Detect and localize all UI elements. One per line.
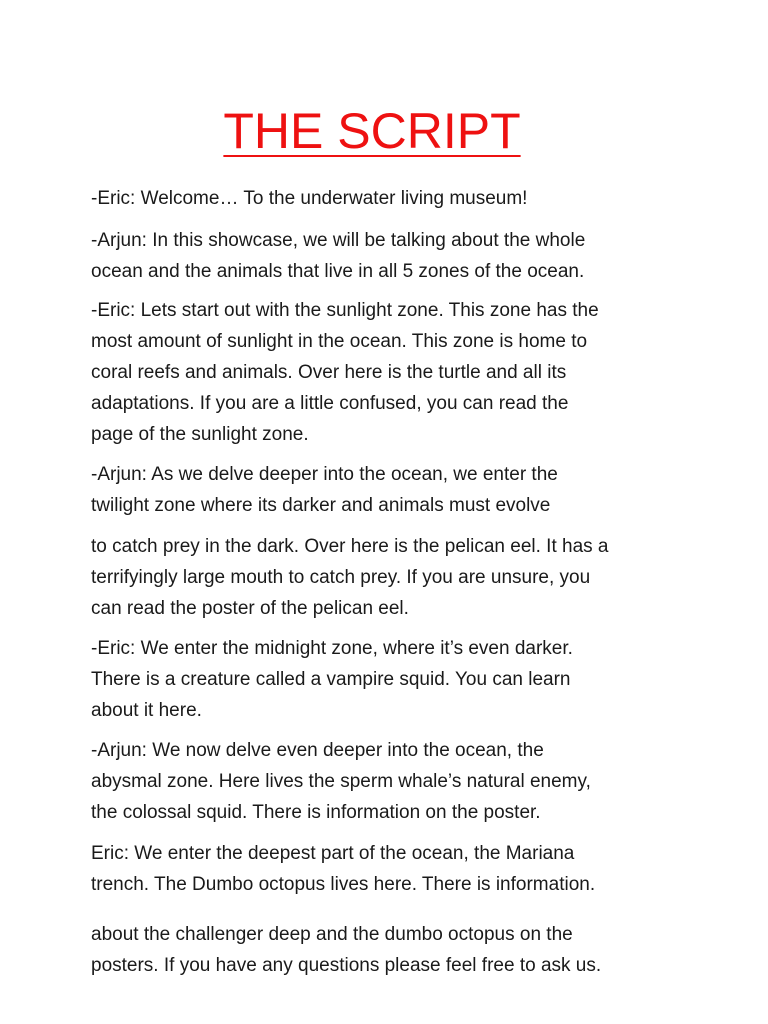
script-line: the colossal squid. There is information on the poster. [91, 802, 541, 823]
script-line: page of the sunlight zone. [91, 424, 309, 445]
script-line: There is a creature called a vampire squid. You can learn [91, 669, 571, 690]
script-line: about the challenger deep and the dumbo octopus on the [91, 924, 573, 945]
script-line: -Eric: Lets start out with the sunlight zone. This zone has the [91, 300, 599, 321]
script-paragraph-7 [91, 735, 701, 828]
script-line: can read the poster of the pelican eel. [91, 598, 409, 619]
script-line: -Arjun: We now delve even deeper into the ocean, the [91, 740, 544, 761]
script-line: -Eric: We enter the midnight zone, where it’s even darker. [91, 638, 573, 659]
script-line: coral reefs and animals. Over here is the turtle and all its [91, 362, 567, 383]
script-line: about it here. [91, 700, 202, 721]
script-paragraph-6 [91, 633, 701, 726]
script-line: twilight zone where its darker and animals must evolve [91, 495, 551, 516]
script-line: trench. The Dumbo octopus lives here. There is information. [91, 874, 596, 895]
script-paragraph-4 [91, 459, 701, 521]
script-paragraph-8 [91, 838, 701, 900]
script-paragraph-5 [91, 531, 701, 624]
script-line: -Eric: Welcome… To the underwater living museum! [91, 188, 528, 209]
script-line: -Arjun: In this showcase, we will be talking about the whole [91, 230, 586, 251]
script-line: terrifyingly large mouth to catch prey. If you are unsure, you [91, 567, 591, 588]
script-line: most amount of sunlight in the ocean. This zone is home to [91, 331, 588, 352]
script-paragraph-9 [91, 919, 701, 981]
script-line: adaptations. If you are a little confused, you can read the [91, 393, 569, 414]
script-line: -Arjun: As we delve deeper into the ocean, we enter the [91, 464, 558, 485]
script-paragraph-1 [91, 183, 701, 214]
script-line: to catch prey in the dark. Over here is the pelican eel. It has a [91, 536, 609, 557]
page-title: THE SCRIPT [223, 103, 521, 159]
script-paragraph-2 [91, 225, 701, 287]
script-line: abysmal zone. Here lives the sperm whale’s natural enemy, [91, 771, 591, 792]
script-paragraph-3 [91, 295, 701, 450]
script-line: Eric: We enter the deepest part of the ocean, the Mariana [91, 843, 575, 864]
script-line: posters. If you have any questions please feel free to ask us. [91, 955, 602, 976]
script-line: ocean and the animals that live in all 5 zones of the ocean. [91, 261, 585, 282]
